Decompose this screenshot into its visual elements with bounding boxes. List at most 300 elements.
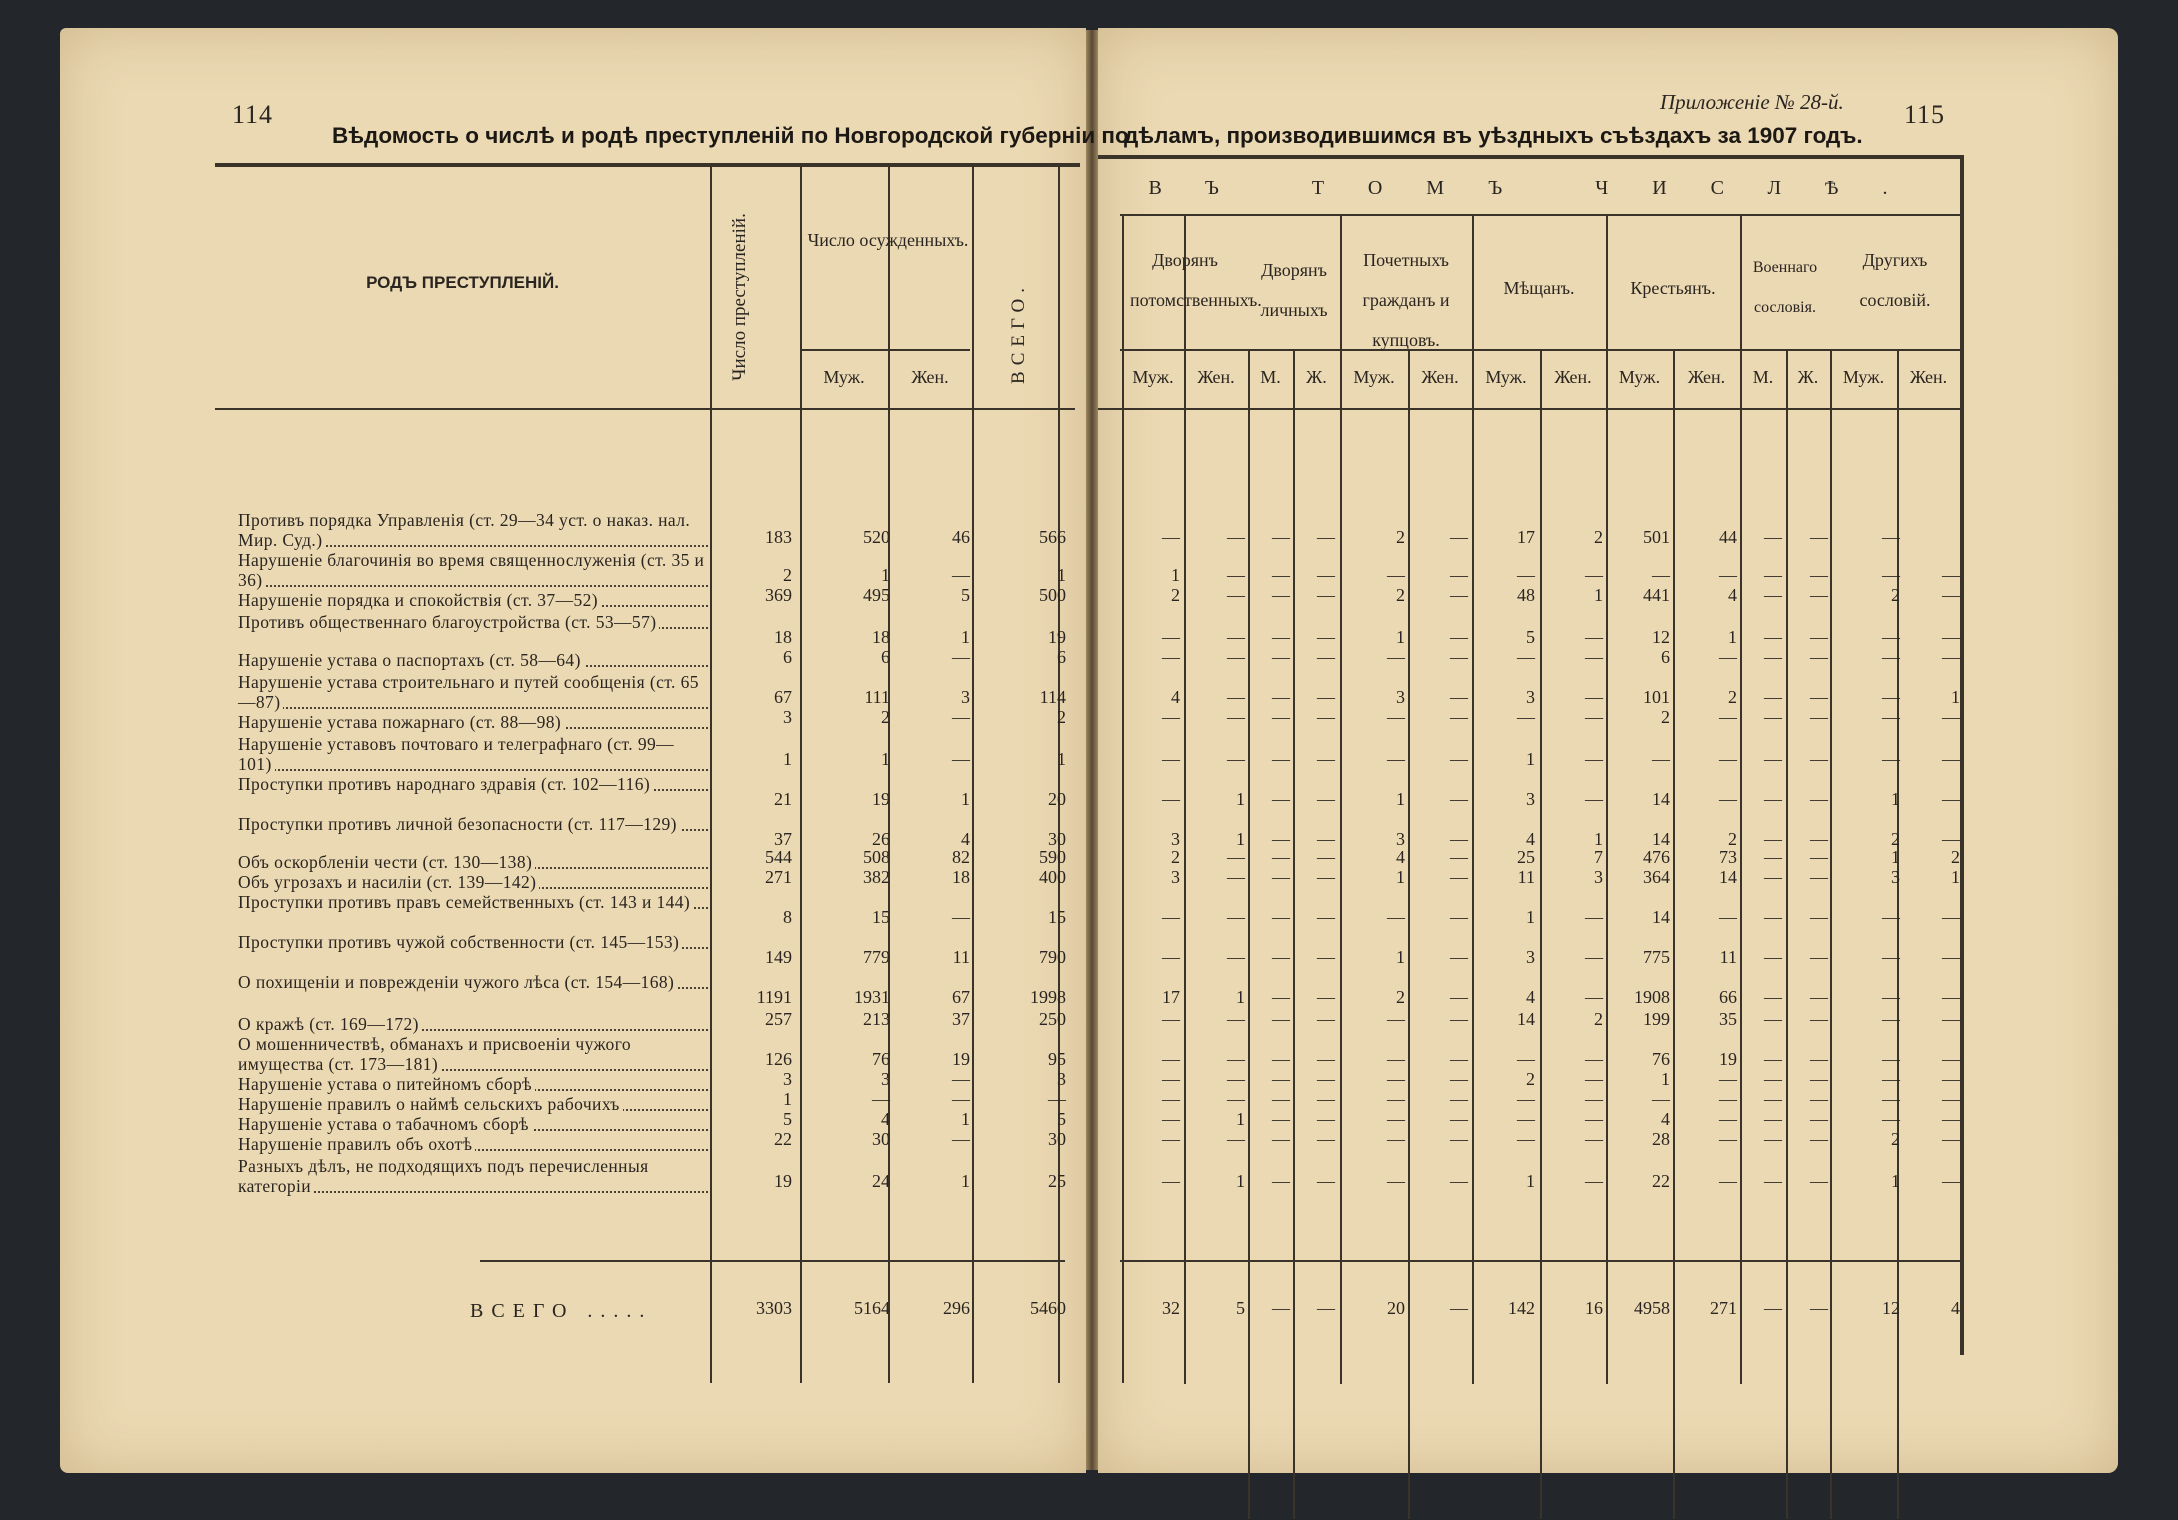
table-cell: — xyxy=(1272,647,1290,667)
table-cell: — xyxy=(1317,707,1335,727)
table-cell: 30 xyxy=(872,1129,890,1149)
table-cell: — xyxy=(1585,1049,1603,1069)
table-cell: — xyxy=(1882,1069,1900,1089)
table-cell: — xyxy=(952,1069,970,1089)
table-cell: 24 xyxy=(872,1171,890,1191)
table-cell: — xyxy=(1719,1069,1737,1089)
table-cell: — xyxy=(1585,907,1603,927)
table-cell: 20 xyxy=(1048,789,1066,809)
table-cell: 4 xyxy=(1171,687,1180,707)
table-cell: 37 xyxy=(952,1009,970,1029)
table-cell: 6 xyxy=(881,647,890,667)
table-cell: — xyxy=(1162,1171,1180,1191)
table-cell: 1 xyxy=(1236,829,1245,849)
table-cell: 66 xyxy=(1719,987,1737,1007)
sub-header: Жен. xyxy=(1421,367,1459,387)
table-cell: — xyxy=(1942,1171,1960,1191)
table-cell: 26 xyxy=(872,829,890,849)
total-cell: — xyxy=(1764,1298,1782,1318)
table-cell: 2 xyxy=(1728,687,1737,707)
table-cell: 1 xyxy=(1594,585,1603,605)
table-cell: 2 xyxy=(881,707,890,727)
table-cell: — xyxy=(1719,647,1737,667)
total-cell: 142 xyxy=(1508,1298,1535,1318)
title-left: Вѣдомость о числѣ и родѣ преступленій по Новгородской губерніи по xyxy=(332,123,1129,148)
table-cell: 2 xyxy=(1396,987,1405,1007)
table-cell: 19 xyxy=(872,789,890,809)
table-top-rule xyxy=(1098,155,1960,159)
crime-label: Объ оскорбленіи чести (ст. 130—138) xyxy=(238,852,708,872)
table-cell: 2 xyxy=(1171,847,1180,867)
table-cell: 4 xyxy=(1728,585,1737,605)
table-cell: — xyxy=(1317,1089,1335,1109)
table-cell: 12 xyxy=(1652,627,1670,647)
table-cell: — xyxy=(1317,1009,1335,1029)
crime-label: Нарушеніе устава о табачномъ сборѣ xyxy=(238,1114,708,1134)
including-rule xyxy=(1120,214,1960,216)
table-cell: — xyxy=(1162,947,1180,967)
table-cell: — xyxy=(1272,947,1290,967)
table-cell: — xyxy=(1942,627,1960,647)
crime-label: Проступки противъ правъ семейственныхъ (ст. 143 и 144) xyxy=(238,892,708,912)
crime-label: Нарушеніе устава пожарнаго (ст. 88—98) xyxy=(238,712,708,732)
table-cell: 7 xyxy=(1594,847,1603,867)
table-cell: — xyxy=(1764,1129,1782,1149)
table-cell: — xyxy=(1317,907,1335,927)
table-cell: 1 xyxy=(1236,1109,1245,1129)
crime-label: Нарушеніе устава строительнаго и путей сообщенія (ст. 65—87) xyxy=(238,672,708,712)
table-cell: — xyxy=(1585,1069,1603,1089)
table-cell: — xyxy=(1227,947,1245,967)
table-cell: — xyxy=(1450,1171,1468,1191)
table-cell: 114 xyxy=(1039,687,1066,707)
group-header: Дворянъ потомственныхъ. xyxy=(1130,250,1262,310)
table-cell: — xyxy=(1162,789,1180,809)
table-cell: 67 xyxy=(774,687,792,707)
table-cell: — xyxy=(1942,1129,1960,1149)
table-cell: — xyxy=(1764,847,1782,867)
table-cell: — xyxy=(1942,585,1960,605)
table-cell: 48 xyxy=(1517,585,1535,605)
crime-label: Проступки противъ чужой собственности (ст. 145—153) xyxy=(238,932,708,952)
table-cell: 44 xyxy=(1719,527,1737,547)
sub-header: Ж. xyxy=(1306,367,1327,387)
table-cell: — xyxy=(1810,1049,1828,1069)
table-cell: 1908 xyxy=(1634,987,1670,1007)
convicted-male-header: Муж. xyxy=(823,367,865,387)
table-cell: — xyxy=(1764,1171,1782,1191)
table-cell: 3 xyxy=(1171,829,1180,849)
table-cell: — xyxy=(1942,647,1960,667)
group-header: Почетныхъ гражданъ и купцовъ. xyxy=(1362,250,1450,350)
table-cell: — xyxy=(1450,1109,1468,1129)
table-cell: — xyxy=(1162,527,1180,547)
crime-label: Объ угрозахъ и насиліи (ст. 139—142) xyxy=(238,872,708,892)
column-line xyxy=(1897,349,1899,1519)
table-cell: 1931 xyxy=(854,987,890,1007)
table-cell: — xyxy=(1317,647,1335,667)
table-cell: 2 xyxy=(1951,847,1960,867)
table-cell: 37 xyxy=(774,829,792,849)
table-cell: 14 xyxy=(1652,829,1670,849)
table-cell: 8 xyxy=(783,907,792,927)
table-cell: — xyxy=(1942,907,1960,927)
crime-label: Проступки противъ личной безопасности (ст. 117—129) xyxy=(238,814,708,834)
table-cell: — xyxy=(1764,585,1782,605)
table-cell: 2 xyxy=(1396,585,1405,605)
table-cell: — xyxy=(1450,947,1468,967)
table-cell: — xyxy=(1227,707,1245,727)
total-cell: 4958 xyxy=(1634,1298,1670,1318)
table-cell: 1 xyxy=(961,1171,970,1191)
table-cell: 15 xyxy=(872,907,890,927)
table-cell: — xyxy=(1162,627,1180,647)
table-cell: — xyxy=(1227,647,1245,667)
column-line xyxy=(1830,349,1832,1519)
table-cell: — xyxy=(1810,749,1828,769)
table-cell: 3 xyxy=(1396,687,1405,707)
table-cell: — xyxy=(1227,527,1245,547)
table-cell: — xyxy=(1810,627,1828,647)
table-cell: — xyxy=(1227,585,1245,605)
table-cell: — xyxy=(1585,749,1603,769)
table-cell: — xyxy=(1719,707,1737,727)
table-cell: — xyxy=(1764,749,1782,769)
sub-header: Муж. xyxy=(1842,367,1885,387)
table-cell: — xyxy=(1387,1089,1405,1109)
table-cell: 1 xyxy=(1396,867,1405,887)
table-cell: 4 xyxy=(881,1109,890,1129)
table-cell: 3 xyxy=(783,707,792,727)
table-cell: — xyxy=(1764,647,1782,667)
total-cell: 296 xyxy=(943,1298,970,1318)
total-header: ВСЕГО. xyxy=(1008,282,1029,384)
table-cell: — xyxy=(1810,907,1828,927)
table-cell: — xyxy=(1272,749,1290,769)
table-cell: 18 xyxy=(774,627,792,647)
page-number-left: 114 xyxy=(232,100,274,129)
table-cell: — xyxy=(1517,565,1535,585)
table-cell: — xyxy=(1272,987,1290,1007)
table-cell: — xyxy=(1882,687,1900,707)
table-cell: — xyxy=(1450,749,1468,769)
table-cell: — xyxy=(1387,565,1405,585)
table-cell: — xyxy=(1719,1129,1737,1149)
column-line xyxy=(1122,413,1124,1383)
table-cell: 779 xyxy=(863,947,890,967)
table-cell: — xyxy=(1585,707,1603,727)
table-cell: 500 xyxy=(1039,585,1066,605)
table-cell: — xyxy=(1162,907,1180,927)
table-cell: 1 xyxy=(783,749,792,769)
group-header: Военнаго сословія. xyxy=(1752,259,1818,316)
convicted-header: Число осужденныхъ. xyxy=(807,230,969,250)
crimes-count-header: Число преступленій. xyxy=(729,213,750,381)
table-cell: — xyxy=(1719,1109,1737,1129)
table-cell: — xyxy=(1517,647,1535,667)
table-cell: 11 xyxy=(1517,867,1535,887)
crime-label: Нарушеніе благочинія во время священнослуженія (ст. 35 и 36) xyxy=(238,550,708,590)
column-line xyxy=(1673,349,1675,1519)
table-cell: — xyxy=(1719,907,1737,927)
table-cell: — xyxy=(1450,1009,1468,1029)
table-cell: — xyxy=(1882,527,1900,547)
table-cell: 2 xyxy=(1594,1009,1603,1029)
table-cell: 1 xyxy=(1396,627,1405,647)
crime-label: Нарушеніе порядка и спокойствія (ст. 37—52) xyxy=(238,590,708,610)
table-cell: — xyxy=(1764,947,1782,967)
table-cell: — xyxy=(1227,1009,1245,1029)
table-cell: 1 xyxy=(1396,947,1405,967)
table-cell: — xyxy=(1764,1069,1782,1089)
table-cell: 544 xyxy=(765,847,792,867)
table-cell: 3 xyxy=(881,1069,890,1089)
table-cell: — xyxy=(1450,647,1468,667)
table-cell: — xyxy=(1810,947,1828,967)
table-cell: — xyxy=(1272,1129,1290,1149)
table-cell: — xyxy=(1272,847,1290,867)
table-cell: 1 xyxy=(961,1109,970,1129)
table-cell: — xyxy=(1227,1089,1245,1109)
convicted-female-header: Жен. xyxy=(911,367,949,387)
crime-label: О похищеніи и поврежденіи чужого лѣса (ст. 154—168) xyxy=(238,972,708,992)
table-cell: — xyxy=(1764,1009,1782,1029)
table-cell: — xyxy=(1652,749,1670,769)
table-cell: 257 xyxy=(765,1009,792,1029)
table-cell: 2 xyxy=(1594,527,1603,547)
total-label: ВСЕГО ..... xyxy=(470,1300,653,1322)
total-cell: — xyxy=(1810,1298,1828,1318)
table-cell: — xyxy=(1272,627,1290,647)
table-cell: 1 xyxy=(1236,789,1245,809)
table-cell: 1 xyxy=(1057,565,1066,585)
table-cell: — xyxy=(1272,527,1290,547)
table-cell: — xyxy=(1764,627,1782,647)
table-cell: — xyxy=(1272,687,1290,707)
crime-label: О мошенничествѣ, обманахъ и присвоеніи чужого имущества (ст. 173—181) xyxy=(238,1034,708,1074)
crime-label: Нарушеніе уставовъ почтоваго и телеграфнаго (ст. 99—101) xyxy=(238,734,708,774)
crime-label: Нарушеніе правилъ о наймѣ сельскихъ рабочихъ xyxy=(238,1094,708,1114)
table-cell: — xyxy=(1450,789,1468,809)
table-cell: 1 xyxy=(961,627,970,647)
table-cell: — xyxy=(1882,1109,1900,1129)
table-cell: 1 xyxy=(783,1089,792,1109)
table-cell: 46 xyxy=(952,527,970,547)
table-cell: — xyxy=(1942,1009,1960,1029)
table-cell: 1 xyxy=(1594,829,1603,849)
table-cell: — xyxy=(1882,707,1900,727)
table-cell: — xyxy=(1162,707,1180,727)
table-cell: — xyxy=(1942,1089,1960,1109)
table-cell: 1 xyxy=(1661,1069,1670,1089)
table-cell: — xyxy=(1317,749,1335,769)
table-cell: — xyxy=(1942,1069,1960,1089)
total-cell: 271 xyxy=(1710,1298,1737,1318)
table-cell: 3 xyxy=(1526,947,1535,967)
table-cell: — xyxy=(1317,1109,1335,1129)
table-cell: 508 xyxy=(863,847,890,867)
header-bottom-rule xyxy=(215,408,1075,410)
table-cell: — xyxy=(1450,565,1468,585)
table-cell: 35 xyxy=(1719,1009,1737,1029)
table-cell: — xyxy=(1719,1171,1737,1191)
column-line xyxy=(1408,349,1410,1519)
table-cell: 30 xyxy=(1048,1129,1066,1149)
group-header: Мѣщанъ. xyxy=(1503,278,1575,298)
table-cell: — xyxy=(1810,585,1828,605)
table-cell: 82 xyxy=(952,847,970,867)
total-cell: — xyxy=(1450,1298,1468,1318)
sub-header: Жен. xyxy=(1687,367,1726,387)
total-top-rule xyxy=(480,1260,1065,1262)
table-cell: — xyxy=(1764,1109,1782,1129)
table-cell: — xyxy=(1585,1171,1603,1191)
total-cell: — xyxy=(1317,1298,1335,1318)
table-cell: — xyxy=(1227,907,1245,927)
table-cell: — xyxy=(1227,687,1245,707)
column-line xyxy=(1058,163,1060,1383)
table-cell: — xyxy=(1764,987,1782,1007)
table-cell: 476 xyxy=(1643,847,1670,867)
table-cell: 441 xyxy=(1643,585,1670,605)
table-cell: — xyxy=(1317,585,1335,605)
table-cell: — xyxy=(1317,687,1335,707)
appendix-label: Приложеніе № 28-й. xyxy=(1660,90,1844,114)
table-cell: 1 xyxy=(1236,1171,1245,1191)
table-cell: 400 xyxy=(1039,867,1066,887)
table-cell: — xyxy=(1450,907,1468,927)
group-header: Крестьянъ. xyxy=(1630,278,1716,298)
table-cell: — xyxy=(1764,1089,1782,1109)
table-cell: — xyxy=(1764,687,1782,707)
crime-label: Нарушеніе устава о паспортахъ (ст. 58—64) xyxy=(238,650,708,670)
table-cell: — xyxy=(1764,867,1782,887)
crime-label: Противъ порядка Управленія (ст. 29—34 уст. о наказ. нал. Мир. Суд.) xyxy=(238,510,708,550)
table-cell: 2 xyxy=(1171,585,1180,605)
table-cell: — xyxy=(1585,687,1603,707)
table-cell: — xyxy=(952,707,970,727)
table-cell: — xyxy=(952,1089,970,1109)
table-cell: — xyxy=(1272,585,1290,605)
table-cell: — xyxy=(1585,627,1603,647)
table-cell: — xyxy=(1317,527,1335,547)
table-cell: 495 xyxy=(863,585,890,605)
total-cell: 32 xyxy=(1162,1298,1180,1318)
table-cell: — xyxy=(1450,1129,1468,1149)
table-cell: — xyxy=(1882,565,1900,585)
table-cell: — xyxy=(1585,1089,1603,1109)
total-cell: 5 xyxy=(1236,1298,1245,1318)
table-cell: 2 xyxy=(1661,707,1670,727)
table-cell: — xyxy=(952,565,970,585)
table-cell: 2 xyxy=(1891,585,1900,605)
table-cell: 520 xyxy=(863,527,890,547)
table-cell: — xyxy=(1162,647,1180,667)
table-cell: 19 xyxy=(1048,627,1066,647)
table-cell: — xyxy=(1517,1129,1535,1149)
table-cell: — xyxy=(1719,789,1737,809)
sub-header: Муж. xyxy=(1618,367,1661,387)
table-cell: 15 xyxy=(1048,907,1066,927)
table-cell: — xyxy=(1387,1009,1405,1029)
total-cell: — xyxy=(1272,1298,1290,1318)
table-cell: 2 xyxy=(1526,1069,1535,1089)
table-cell: — xyxy=(1317,947,1335,967)
table-cell: — xyxy=(952,749,970,769)
table-cell: — xyxy=(1048,1089,1066,1109)
table-cell: — xyxy=(1272,565,1290,585)
table-cell: 11 xyxy=(1719,947,1737,967)
table-cell: 2 xyxy=(1396,527,1405,547)
table-cell: — xyxy=(1450,847,1468,867)
table-cell: — xyxy=(1719,1089,1737,1109)
convicted-rule xyxy=(800,349,970,351)
table-cell: — xyxy=(1450,707,1468,727)
table-cell: — xyxy=(1317,1129,1335,1149)
table-cell: — xyxy=(1272,1009,1290,1029)
table-cell: — xyxy=(1942,789,1960,809)
table-cell: 5 xyxy=(961,585,970,605)
table-cell: — xyxy=(1585,789,1603,809)
table-cell: 1 xyxy=(1526,1171,1535,1191)
table-cell: 6 xyxy=(1661,647,1670,667)
table-cell: 6 xyxy=(1057,647,1066,667)
table-cell: — xyxy=(1162,1009,1180,1029)
total-cell: 20 xyxy=(1387,1298,1405,1318)
sub-header: М. xyxy=(1260,367,1281,387)
table-cell: 30 xyxy=(1048,829,1066,849)
table-cell: 6 xyxy=(783,647,792,667)
table-cell: — xyxy=(1764,527,1782,547)
table-cell: — xyxy=(1652,1089,1670,1109)
table-cell: 2 xyxy=(1891,829,1900,849)
table-cell: 1 xyxy=(1728,627,1737,647)
table-cell: — xyxy=(1317,1171,1335,1191)
table-cell: — xyxy=(1810,687,1828,707)
table-cell: 19 xyxy=(1719,1049,1737,1069)
table-cell: — xyxy=(1764,1049,1782,1069)
crime-label: Нарушеніе устава о питейномъ сборѣ xyxy=(238,1074,708,1094)
table-cell: — xyxy=(1882,749,1900,769)
table-cell: — xyxy=(1387,1109,1405,1129)
table-cell: — xyxy=(1227,847,1245,867)
table-cell: — xyxy=(1764,565,1782,585)
table-cell: — xyxy=(1882,1009,1900,1029)
table-cell: 25 xyxy=(1517,847,1535,867)
table-cell: — xyxy=(1810,647,1828,667)
table-cell: — xyxy=(1317,627,1335,647)
table-cell: — xyxy=(1272,867,1290,887)
table-cell: — xyxy=(1387,907,1405,927)
sub-header: Муж. xyxy=(1485,367,1527,387)
table-cell: — xyxy=(1162,1109,1180,1129)
table-cell: 18 xyxy=(872,627,890,647)
table-cell: 2 xyxy=(1728,829,1737,849)
table-cell: — xyxy=(1272,707,1290,727)
table-cell: 3 xyxy=(1526,687,1535,707)
title-right: дѣламъ, производившимся въ уѣздныхъ съѣздахъ за 1907 годъ. xyxy=(1124,123,1863,148)
table-cell: 22 xyxy=(1652,1171,1670,1191)
table-cell: — xyxy=(1882,1049,1900,1069)
table-cell: — xyxy=(1387,707,1405,727)
table-cell: 3 xyxy=(1171,867,1180,887)
right-border-line xyxy=(1960,155,1964,1355)
table-cell: 2 xyxy=(1891,1129,1900,1149)
table-cell: — xyxy=(1517,707,1535,727)
table-cell: — xyxy=(1272,789,1290,809)
table-cell: 73 xyxy=(1719,847,1737,867)
table-cell: — xyxy=(1450,867,1468,887)
